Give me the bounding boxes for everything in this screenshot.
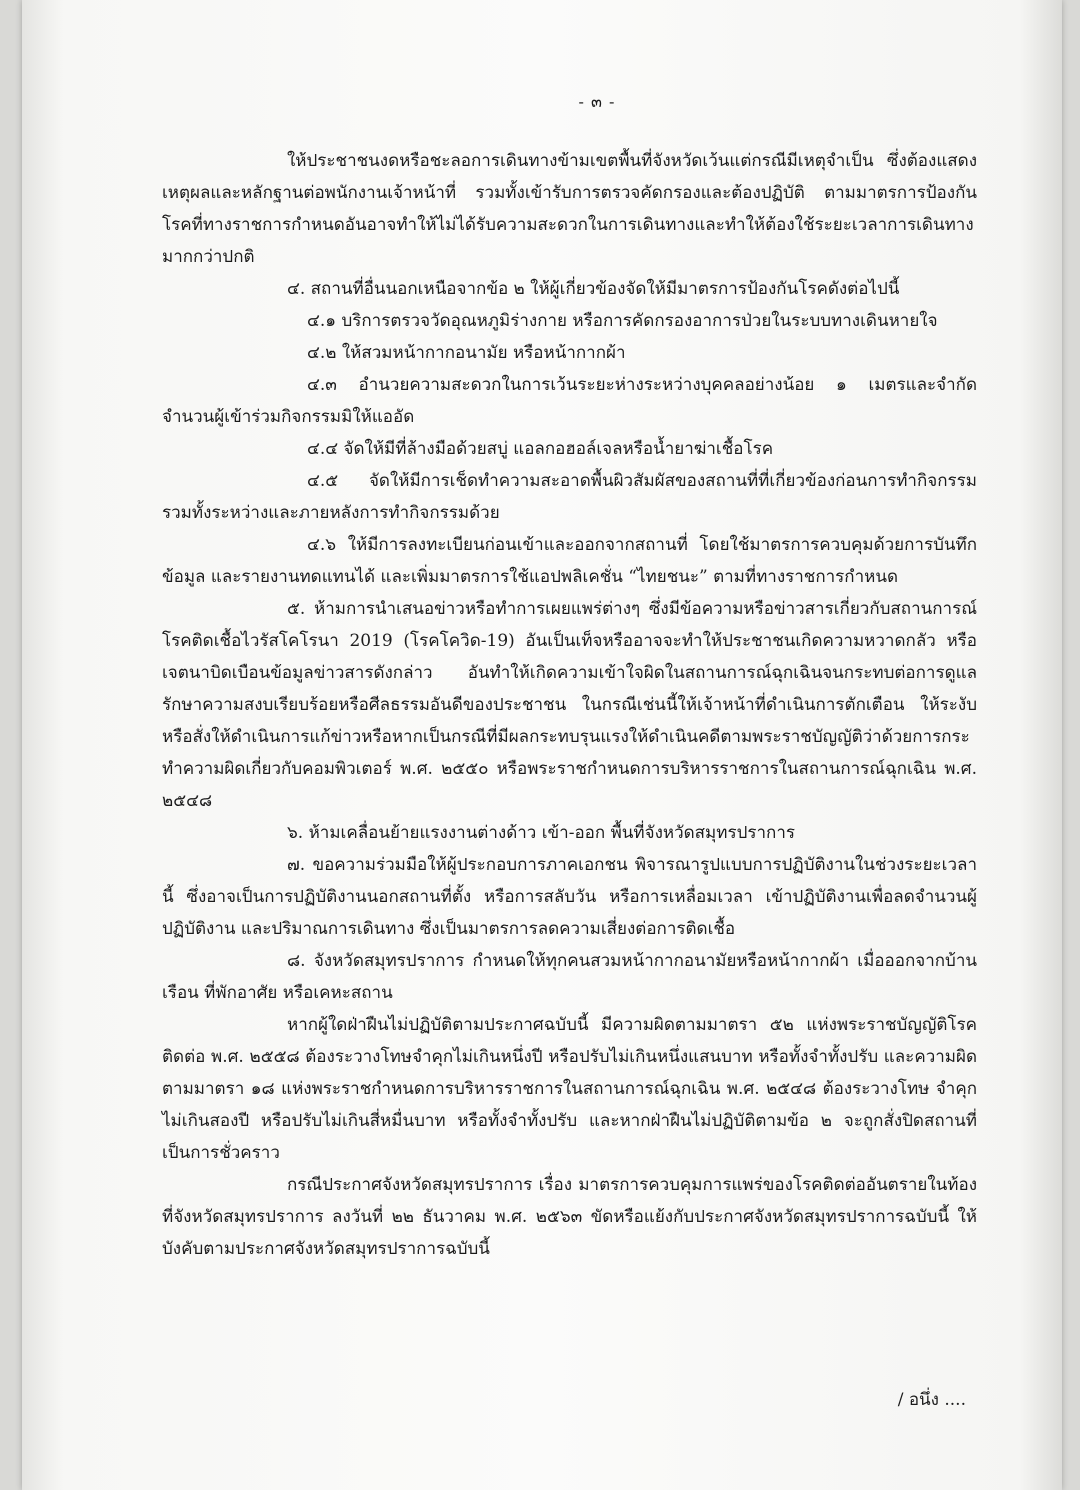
paragraph-item-4-1: ๔.๑ บริการตรวจวัดอุณหภูมิร่างกาย หรือการคัดกรองอาการป่วยในระบบทางเดินหายใจ xyxy=(307,311,938,331)
paragraph-item-4-4: ๔.๔ จัดให้มีที่ล้างมือด้วยสบู่ แอลกอฮอล์เจลหรือน้ำยาฆ่าเชื้อโรค xyxy=(307,439,774,459)
paragraph-conflict: กรณีประกาศจังหวัดสมุทรปราการ เรื่อง มาตรการควบคุมการแพร่ของโรคติดต่ออันตรายในท้องที่จังหวัดสมุทรปราการ ลงวันที่ ๒๒ ธันวาคม พ.ศ. ๒๕๖๓ ขัดหรือแย้งกับประกาศจังหวัดสมุทรปราการฉบับนี้ ให้บังคับตามประกาศจังหวัดสมุทรปราการฉบับนี้ xyxy=(162,1175,977,1259)
paragraph-item-7: ๗. ขอความร่วมมือให้ผู้ประกอบการภาคเอกชน พิจารณารูปแบบการปฏิบัติงานในช่วงระยะเวลานี้ ซึ่งอาจเป็นการปฏิบัติงานนอกสถานที่ตั้ง หรือการสลับวัน หรือการเหลื่อมเวลา เข้าปฏิบัติงานเพื่อลดจำนวนผู้ปฏิบัติงาน และปริมาณการเดินทาง ซึ่งเป็นมาตรการลดความเสี่ยงต่อการติดเชื้อ xyxy=(162,855,977,939)
paragraph-item-4: ๔. สถานที่อื่นนอกเหนือจากข้อ ๒ ให้ผู้เกี่ยวข้องจัดให้มีมาตรการป้องกันโรคดังต่อไปนี้ xyxy=(287,279,900,299)
paragraph-item-6: ๖. ห้ามเคลื่อนย้ายแรงงานต่างด้าว เข้า-ออก พื้นที่จังหวัดสมุทรปราการ xyxy=(287,823,796,843)
paragraph-item-4-3: ๔.๓ อำนวยความสะดวกในการเว้นระยะห่างระหว่างบุคคลอย่างน้อย ๑ เมตรและจำกัดจำนวนผู้เข้าร่วมกิจกรรมมิให้แออัด xyxy=(162,375,977,427)
document-page xyxy=(22,0,1062,1490)
continuation-marker: / อนึ่ง .... xyxy=(897,1390,966,1410)
paragraph-item-8: ๘. จังหวัดสมุทรปราการ กำหนดให้ทุกคนสวมหน้ากากอนามัยหรือหน้ากากผ้า เมื่อออกจากบ้านเรือน ที่พักอาศัย หรือเคหะสถาน xyxy=(162,951,977,1003)
document-body xyxy=(162,145,977,1265)
paragraph-item-4-6: ๔.๖ ให้มีการลงทะเบียนก่อนเข้าและออกจากสถานที่ โดยใช้มาตรการควบคุมด้วยการบันทึกข้อมูล และรายงานทดแทนได้ และเพิ่มมาตรการใช้แอปพลิเคชั่น “ไทยชนะ” ตามที่ทางราชการกำหนด xyxy=(162,535,977,587)
paragraph-travel: ให้ประชาชนงดหรือชะลอการเดินทางข้ามเขตพื้นที่จังหวัดเว้นแต่กรณีมีเหตุจำเป็น ซึ่งต้องแสดงเหตุผลและหลักฐานต่อพนักงานเจ้าหน้าที่ รวมทั้งเข้ารับการตรวจคัดกรองและต้องปฏิบัติ ตามมาตรการป้องกันโรคที่ทางราชการกำหนดอันอาจทำให้ไม่ได้รับความสะดวกในการเดินทางและทำให้ต้องใช้ระยะเวลาการเดินทางมากกว่าปกติ xyxy=(162,151,977,267)
paragraph-item-5: ๕. ห้ามการนำเสนอข่าวหรือทำการเผยแพร่ต่างๆ ซึ่งมีข้อความหรือข่าวสารเกี่ยวกับสถานการณ์โรคติดเชื้อไวรัสโคโรนา 2019 (โรคโควิด-19) อันเป็นเท็จหรืออาจจะทำให้ประชาชนเกิดความหวาดกลัว หรือเจตนาบิดเบือนข้อมูลข่าวสารดังกล่าว อันทำให้เกิดความเข้าใจผิดในสถานการณ์ฉุกเฉินจนกระทบต่อการดูแลรักษาความสงบเรียบร้อยหรือศีลธรรมอันดีของประชาชน ในกรณีเช่นนี้ให้เจ้าหน้าที่ดำเนินการตักเตือน ให้ระงับหรือสั่งให้ดำเนินการแก้ข่าวหรือหากเป็นกรณีที่มีผลกระทบรุนแรงให้ดำเนินคดีตามพระราชบัญญัติว่าด้วยการกระทำความผิดเกี่ยวกับคอมพิวเตอร์ พ.ศ. ๒๕๕๐ หรือพระราชกำหนดการบริหารราชการในสถานการณ์ฉุกเฉิน พ.ศ. ๒๕๔๘ xyxy=(162,599,977,811)
paragraph-item-4-2: ๔.๒ ให้สวมหน้ากากอนามัย หรือหน้ากากผ้า xyxy=(307,343,626,363)
page-number: - ๓ - xyxy=(578,92,616,111)
paragraph-item-4-5: ๔.๕ จัดให้มีการเช็ดทำความสะอาดพื้นผิวสัมผัสของสถานที่ที่เกี่ยวข้องก่อนการทำกิจกรรมรวมทั้งระหว่างและภายหลังการทำกิจกรรมด้วย xyxy=(162,471,977,523)
paragraph-penalty: หากผู้ใดฝ่าฝืนไม่ปฏิบัติตามประกาศฉบับนี้ มีความผิดตามมาตรา ๕๒ แห่งพระราชบัญญัติโรคติดต่อ พ.ศ. ๒๕๕๘ ต้องระวางโทษจำคุกไม่เกินหนึ่งปี หรือปรับไม่เกินหนึ่งแสนบาท หรือทั้งจำทั้งปรับ และความผิดตามมาตรา ๑๘ แห่งพระราชกำหนดการบริหารราชการในสถานการณ์ฉุกเฉิน พ.ศ. ๒๕๔๘ ต้องระวางโทษ จำคุกไม่เกินสองปี หรือปรับไม่เกินสี่หมื่นบาท หรือทั้งจำทั้งปรับ และหากฝ่าฝืนไม่ปฏิบัติตามข้อ ๒ จะถูกสั่งปิดสถานที่เป็นการชั่วคราว xyxy=(162,1015,977,1163)
